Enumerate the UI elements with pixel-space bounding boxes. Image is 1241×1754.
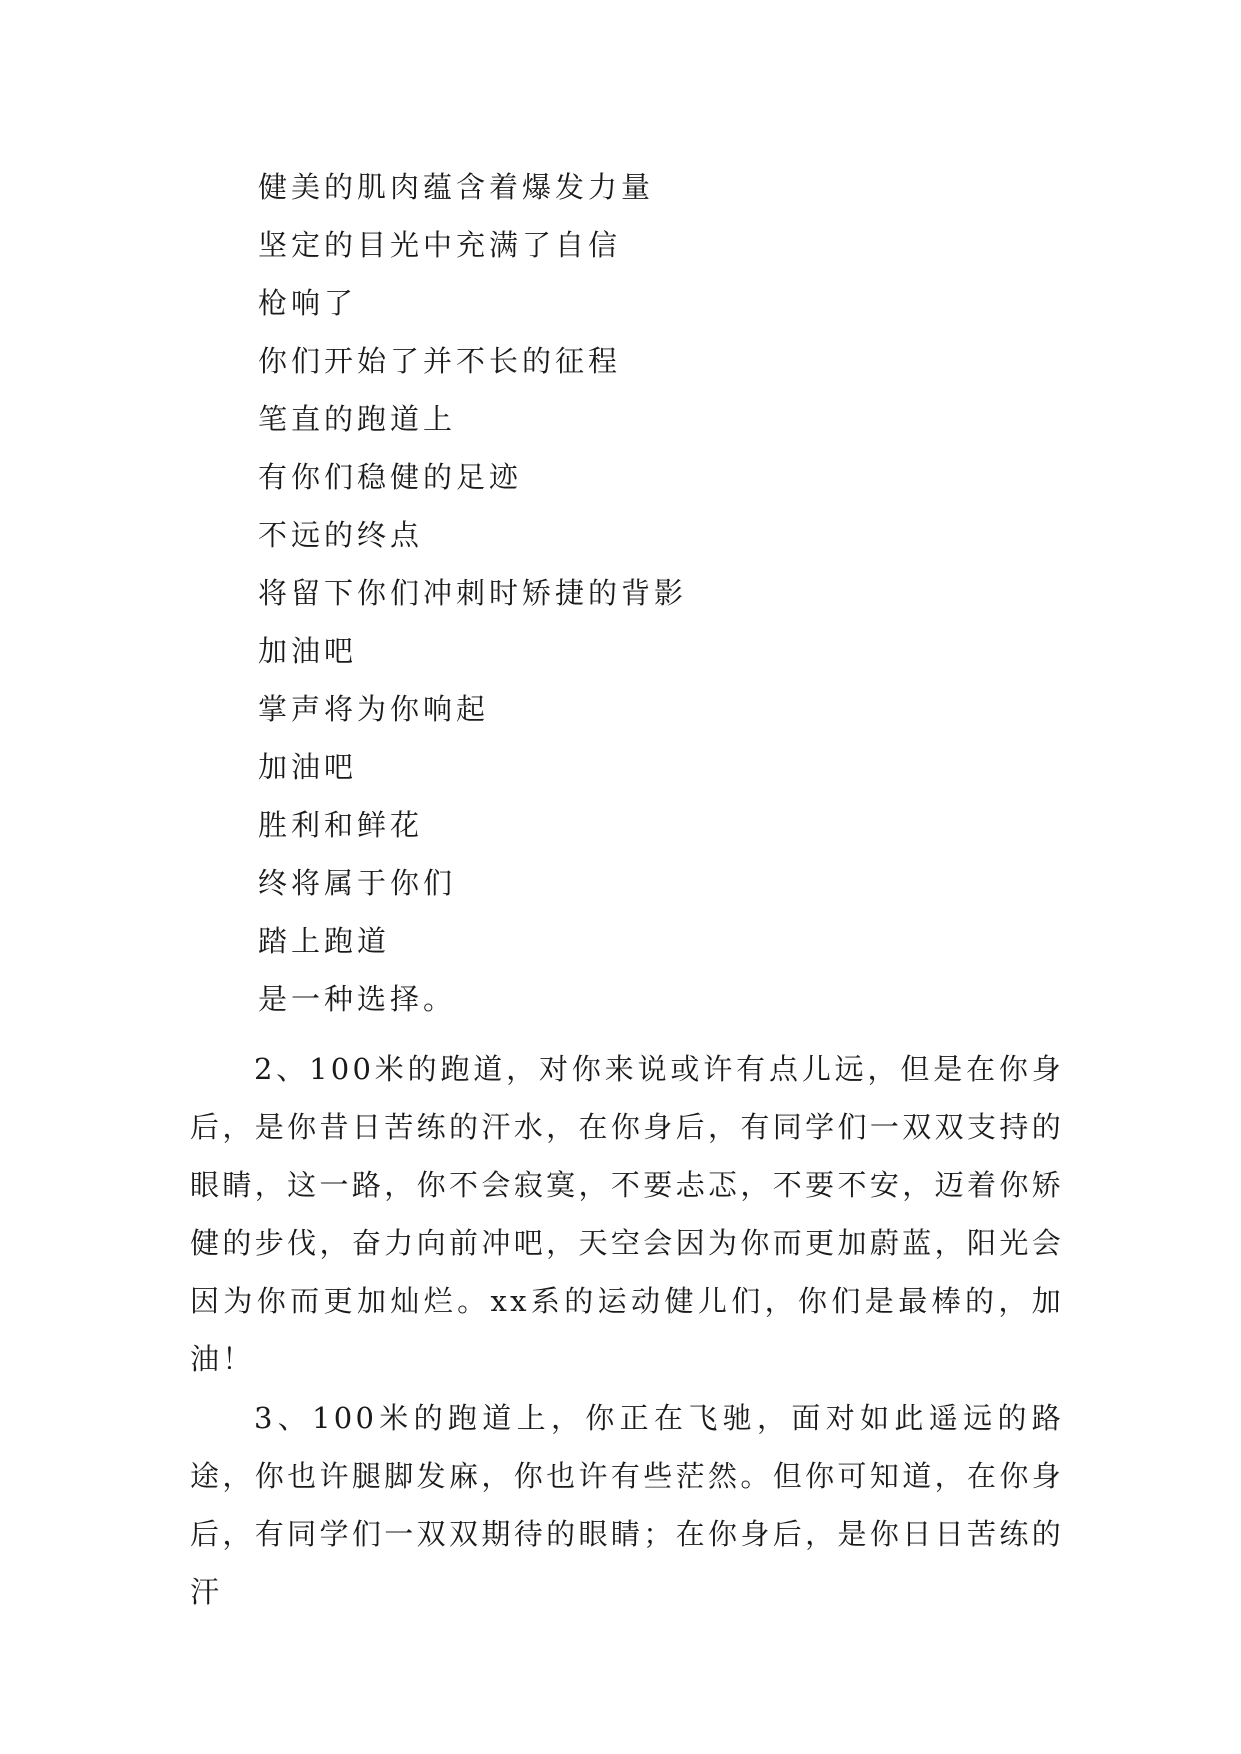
paragraph-3: 3、100米的跑道上，你正在飞驰，面对如此遥远的路途，你也许腿脚发麻，你也许有些茫然。但你可知道，在你身后，有同学们一双双期待的眼睛；在你身后，是你日日苦练的汗	[190, 1401, 1064, 1609]
poem-line: 健美的肌肉蕴含着爆发力量	[258, 170, 655, 204]
poem-line: 有你们稳健的足迹	[258, 460, 523, 494]
poem-line: 枪响了	[258, 286, 358, 320]
paragraph-2: 2、100米的跑道，对你来说或许有点儿远，但是在你身后，是你昔日苦练的汗水，在你身后，有同学们一双双支持的眼睛，这一路，你不会寂寞，不要忐忑，不要不安，迈着你矫健的步伐，奋力向前冲吧，天空会因为你而更加蔚蓝，阳光会因为你而更加灿烂。xx系的运动健儿们，你们是最棒的，加油！	[190, 1052, 1064, 1376]
poem-line: 加油吧	[258, 750, 358, 784]
poem-stanza	[258, 158, 1058, 1028]
poem-line: 不远的终点	[258, 518, 424, 552]
poem-line: 是一种选择。	[258, 982, 457, 1016]
poem-line: 坚定的目光中充满了自信	[258, 228, 622, 262]
poem-line: 笔直的跑道上	[258, 402, 457, 436]
poem-line: 你们开始了并不长的征程	[258, 344, 622, 378]
poem-line: 掌声将为你响起	[258, 692, 490, 726]
poem-line: 终将属于你们	[258, 866, 457, 900]
poem-line: 加油吧	[258, 634, 358, 668]
poem-line: 将留下你们冲刺时矫捷的背影	[258, 576, 688, 610]
poem-line: 踏上跑道	[258, 924, 391, 958]
poem-line: 胜利和鲜花	[258, 808, 424, 842]
